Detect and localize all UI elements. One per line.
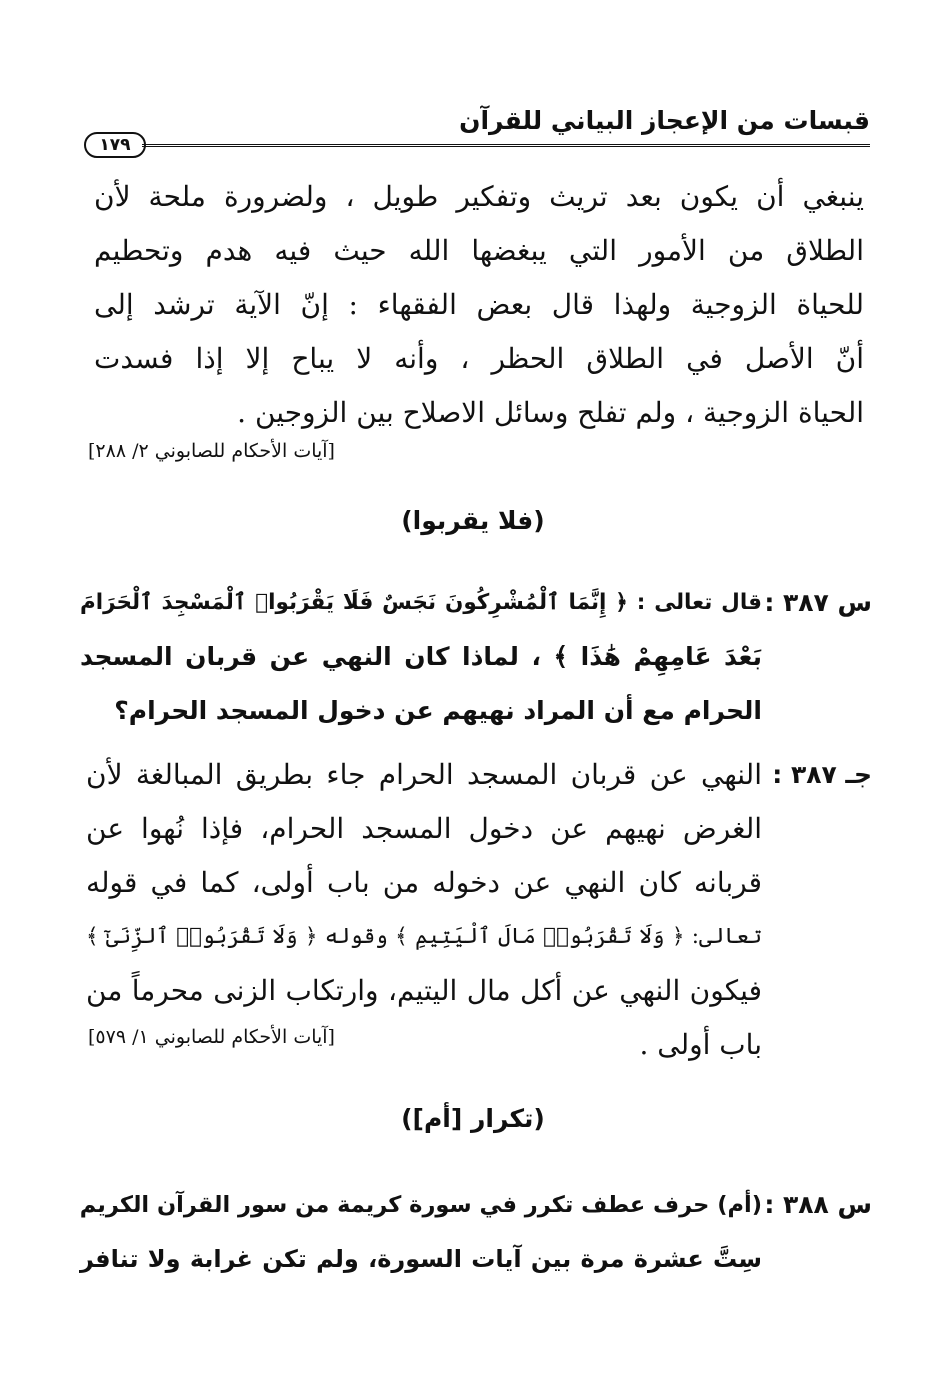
intro-line: الحياة الزوجية ، ولم تفلح وسائل الاصلاح بين الزوجين . (237, 396, 864, 429)
question-line: قال تعالى : ﴿ إِنَّمَا ٱلْمُشْرِكُونَ نَجَسٌ فَلَا يَقْرَبُوا۟ ٱلْمَسْجِدَ ٱلْحَرَامَ (80, 590, 762, 615)
book-title: قبسات من الإعجاز البياني للقرآن (459, 106, 870, 135)
intro-paragraph (94, 170, 864, 440)
question-387 (80, 576, 762, 630)
answer-line: فيكون النهي عن أكل مال اليتيم، وارتكاب الزنى محرماً من (86, 974, 762, 1007)
section-heading-1: (فلا يقربوا) (401, 506, 545, 535)
page-number: ١٧٩ (84, 132, 146, 158)
answer-387 (86, 748, 762, 1072)
intro-line: ينبغي أن يكون بعد تريث وتفكير طويل ، ولضرورة ملحة لأن (94, 180, 864, 213)
answer-line: قربانه كان النهي عن دخوله من باب أولى، كما في قوله (86, 866, 762, 899)
question-line: (أم) حرف عطف تكرر في سورة كريمة من سور القرآن الكريم (79, 1192, 762, 1218)
question-line: بَعْدَ عَامِهِمْ هَٰذَا ﴾ ، لماذا كان النهي عن قربان المسجد (80, 642, 762, 671)
answer-line: تعالى: ﴿ وَلَا تَقْرَبُوا۟ مَالَ ٱلْيَتِيمِ ﴾ وقوله ﴿ وَلَا تَقْرَبُوا۟ ٱلزِّنَىٰٓ ﴾ (86, 924, 762, 949)
question-388 (80, 1178, 762, 1232)
answer-line: النهي عن قربان المسجد الحرام جاء بطريق المبالغة لأن (86, 758, 762, 791)
question-line: الحرام مع أن المراد نهيهم عن دخول المسجد الحرام؟ (114, 696, 762, 725)
answer-line: باب أولى . (639, 1028, 762, 1061)
intro-line: أنّ الأصل في الطلاق الحظر ، وأنه لا يباح إلا إذا فسدت (94, 342, 864, 375)
section-heading-2: (تكرار [أم]) (401, 1104, 545, 1133)
page-header (80, 104, 870, 160)
answer-label-387: جـ ٣٨٧ : (772, 760, 872, 789)
intro-line: الطلاق من الأمور التي يبغضها الله حيث فيه هدم وتحطيم (94, 234, 864, 267)
header-rule (142, 144, 870, 149)
intro-citation: [آيات الأحكام للصابوني ٢/ ٢٨٨] (88, 440, 335, 462)
intro-line: للحياة الزوجية ولهذا قال بعض الفقهاء : إنّ الآية ترشد إلى (94, 288, 864, 321)
question-387-continued (80, 630, 762, 738)
answer-citation: [آيات الأحكام للصابوني ١/ ٥٧٩] (88, 1026, 335, 1048)
question-line: سِتَّ عشرة مرة بين آيات السورة، ولم تكن غرابة ولا تنافر (80, 1245, 762, 1273)
answer-line: الغرض نهيهم عن دخول المسجد الحرام، فإذا نُهوا عن (86, 812, 762, 845)
question-label-387: س ٣٨٧ : (764, 588, 872, 617)
question-label-388: س ٣٨٨ : (764, 1190, 872, 1219)
question-388-continued (80, 1232, 762, 1286)
